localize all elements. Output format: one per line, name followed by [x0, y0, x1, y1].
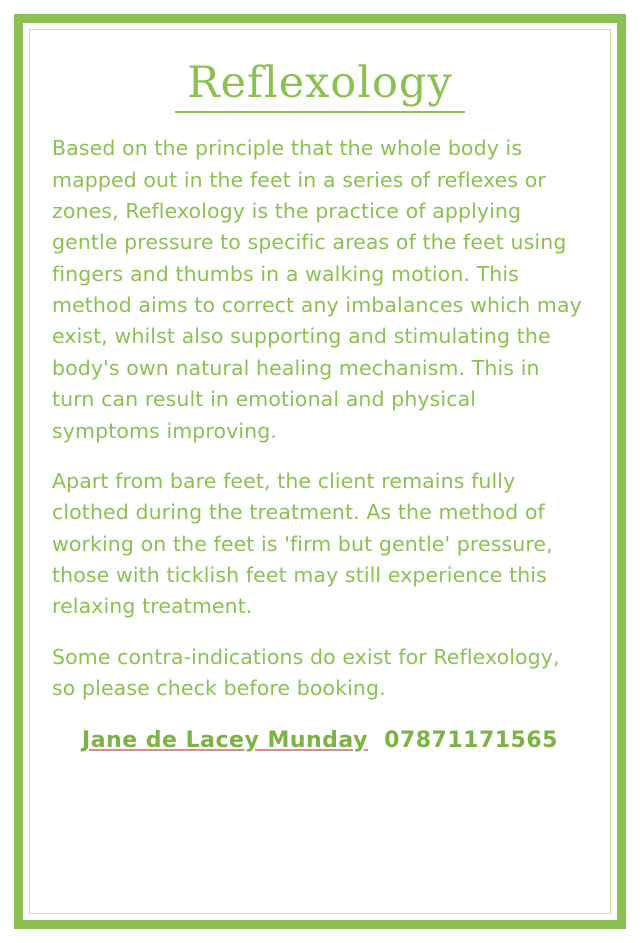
paragraph-3: Some contra-indications do exist for Reflexology, so please check before booking. — [52, 644, 560, 701]
contact-signature — [52, 728, 588, 753]
poster-body — [52, 133, 588, 704]
contact-phone: 07871171565 — [384, 728, 558, 754]
paragraph-2: Apart from bare feet, the client remains fully clothed during the treatment. As the method of working on the feet is 'firm but gentle' pressure, those with ticklish feet may still experience this relaxing treatment. — [52, 468, 553, 619]
page-title: Reflexology — [187, 58, 453, 108]
contact-name: Jane de Lacey Munday — [82, 728, 368, 754]
title-underline — [175, 111, 465, 113]
poster-inner-border — [29, 29, 611, 914]
poster-outer-border — [14, 14, 626, 929]
paragraph-1: Based on the principle that the whole body is mapped out in the feet in a series of reflexes or zones, Reflexology is the practice of applying gentle pressure to specific areas of the feet using fingers and thumbs in a walking motion. This method aims to correct any imbalances which may exist, whilst also supporting and stimulating the body's own natural healing mechanism. This in turn can result in emotional and physical symptoms improving. — [52, 136, 582, 443]
bottom-spacer — [52, 753, 588, 903]
